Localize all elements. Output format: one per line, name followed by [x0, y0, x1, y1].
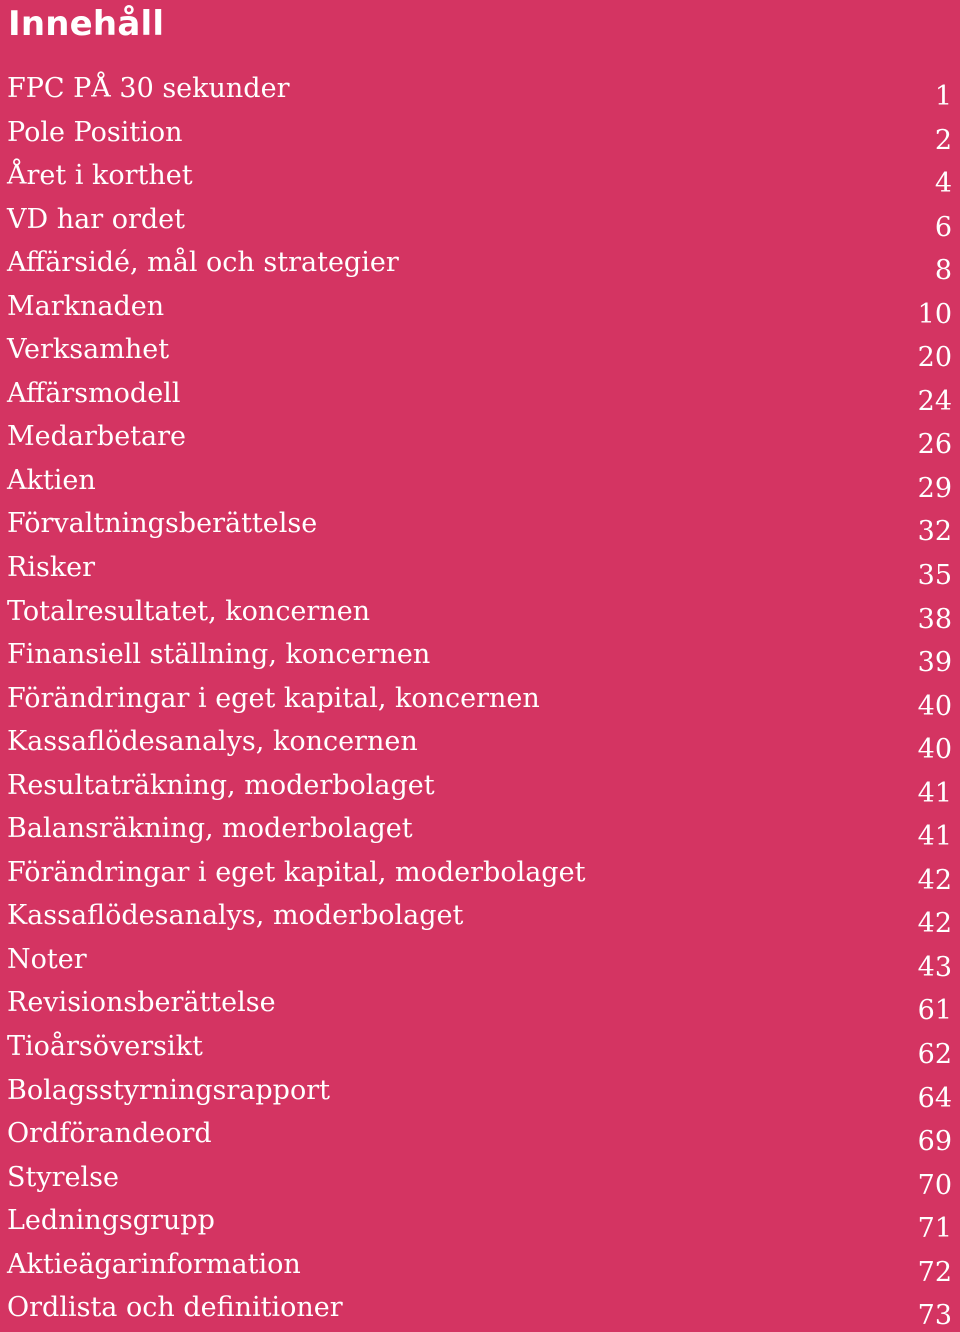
- toc-entry-label: Förändringar i eget kapital, moderbolaget: [7, 856, 586, 888]
- toc-entry[interactable]: [0, 112, 960, 156]
- toc-entry-label: Marknaden: [7, 290, 165, 322]
- toc-entry-label: Finansiell ställning, koncernen: [7, 639, 431, 671]
- toc-entry-label: VD har ordet: [7, 203, 185, 235]
- toc-entry-label: Ledningsgrupp: [7, 1205, 215, 1237]
- toc-entry-label: Styrelse: [7, 1161, 119, 1193]
- toc-entry-page-number: 71: [917, 1213, 952, 1245]
- toc-entry[interactable]: [0, 1113, 960, 1157]
- toc-entry-label: Året i korthet: [7, 160, 193, 192]
- table-of-contents: [0, 68, 960, 1331]
- toc-entry[interactable]: [0, 1157, 960, 1201]
- toc-entry[interactable]: [0, 634, 960, 678]
- toc-entry[interactable]: [0, 416, 960, 460]
- toc-entry[interactable]: [0, 1287, 960, 1331]
- toc-entry-page-number: 73: [917, 1300, 952, 1332]
- page-title: Innehåll: [8, 4, 165, 44]
- toc-entry[interactable]: [0, 1070, 960, 1114]
- toc-entry-label: Risker: [7, 552, 96, 584]
- toc-entry[interactable]: [0, 678, 960, 722]
- toc-entry[interactable]: [0, 503, 960, 547]
- toc-entry-label: Förvaltningsberättelse: [7, 508, 318, 540]
- toc-entry-page-number: 42: [917, 864, 952, 896]
- toc-entry-page-number: 1: [934, 81, 952, 112]
- toc-entry-page-number: 43: [917, 951, 952, 983]
- toc-entry[interactable]: [0, 765, 960, 809]
- toc-entry-page-number: 35: [917, 560, 952, 592]
- toc-entry-page-number: 64: [917, 1082, 952, 1114]
- toc-entry-label: Affärsidé, mål och strategier: [7, 247, 399, 279]
- toc-entry-page-number: 8: [934, 255, 952, 287]
- toc-entry[interactable]: [0, 1200, 960, 1244]
- toc-entry-label: Medarbetare: [7, 421, 187, 453]
- toc-entry[interactable]: [0, 286, 960, 330]
- toc-entry[interactable]: [0, 939, 960, 983]
- toc-entry-label: Verksamhet: [7, 334, 170, 366]
- toc-entry[interactable]: [0, 460, 960, 504]
- toc-entry-label: Tioårsöversikt: [7, 1031, 203, 1063]
- toc-entry-page-number: 38: [917, 603, 952, 635]
- toc-entry-label: Kassaflödesanalys, koncernen: [7, 726, 418, 758]
- toc-entry-label: Aktieägarinformation: [7, 1248, 301, 1280]
- toc-entry-page-number: 40: [917, 690, 952, 722]
- toc-entry-label: Ordförandeord: [7, 1118, 212, 1150]
- toc-entry-page-number: 61: [917, 995, 952, 1027]
- toc-entry-page-number: 26: [917, 429, 952, 461]
- toc-entry-page-number: 41: [917, 821, 952, 853]
- toc-entry-page-number: 42: [917, 908, 952, 940]
- toc-entry-label: Aktien: [7, 464, 96, 496]
- toc-entry-label: Resultaträkning, moderbolaget: [7, 769, 435, 801]
- toc-entry-page-number: 72: [917, 1256, 952, 1288]
- toc-entry[interactable]: [0, 852, 960, 896]
- toc-entry[interactable]: [0, 373, 960, 417]
- toc-entry-page-number: 2: [934, 124, 952, 156]
- toc-entry-page-number: 32: [917, 516, 952, 548]
- toc-entry-label: Totalresultatet, koncernen: [7, 595, 371, 627]
- toc-entry[interactable]: [0, 547, 960, 591]
- toc-entry-page-number: 62: [917, 1039, 952, 1071]
- toc-entry-page-number: 20: [917, 342, 952, 374]
- toc-entry-label: Förändringar i eget kapital, koncernen: [7, 682, 540, 714]
- toc-entry-label: Bolagsstyrningsrapport: [7, 1074, 330, 1106]
- toc-entry[interactable]: [0, 68, 960, 112]
- toc-entry-page-number: 24: [917, 385, 952, 417]
- toc-entry-label: Kassaflödesanalys, moderbolaget: [7, 900, 464, 932]
- toc-entry[interactable]: [0, 808, 960, 852]
- toc-entry-label: FPC PÅ 30 sekunder: [7, 73, 290, 104]
- toc-entry-label: Revisionsberättelse: [7, 987, 276, 1019]
- toc-entry-label: Ordlista och definitioner: [7, 1292, 343, 1324]
- toc-entry-label: Affärsmodell: [7, 377, 181, 409]
- toc-entry-page-number: 6: [934, 211, 952, 243]
- toc-entry-page-number: 40: [917, 734, 952, 766]
- toc-entry-label: Noter: [7, 943, 87, 975]
- toc-entry-page-number: 10: [917, 298, 952, 330]
- toc-entry-page-number: 29: [917, 472, 952, 504]
- toc-entry-page-number: 39: [917, 647, 952, 679]
- toc-entry-page-number: 70: [917, 1169, 952, 1201]
- toc-entry[interactable]: [0, 1244, 960, 1288]
- toc-entry-page-number: 4: [934, 168, 952, 200]
- toc-entry-page-number: 69: [917, 1126, 952, 1158]
- toc-entry-page-number: 41: [917, 777, 952, 809]
- toc-entry-label: Balansräkning, moderbolaget: [7, 813, 413, 845]
- toc-entry-label: Pole Position: [7, 116, 183, 148]
- toc-entry[interactable]: [0, 982, 960, 1026]
- toc-entry[interactable]: [0, 155, 960, 199]
- toc-entry[interactable]: [0, 199, 960, 243]
- toc-entry[interactable]: [0, 721, 960, 765]
- toc-entry[interactable]: [0, 329, 960, 373]
- toc-entry[interactable]: [0, 591, 960, 635]
- toc-entry[interactable]: [0, 895, 960, 939]
- toc-entry[interactable]: [0, 242, 960, 286]
- toc-entry[interactable]: [0, 1026, 960, 1070]
